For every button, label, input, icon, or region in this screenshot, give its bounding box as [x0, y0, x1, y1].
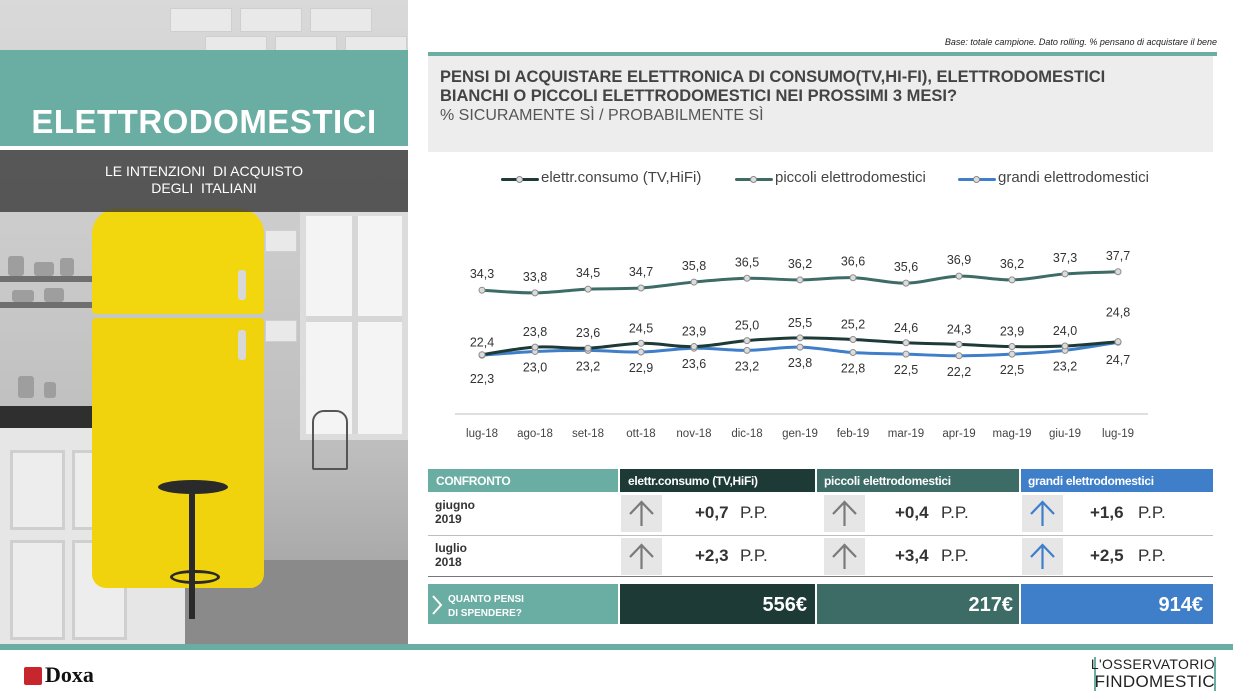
data-point	[744, 347, 750, 353]
spend-value: 217€	[968, 594, 1013, 616]
data-label: 23,8	[787, 356, 813, 371]
data-point	[1009, 351, 1015, 357]
doxa-logo-icon	[24, 667, 42, 685]
legend-marker	[750, 176, 757, 183]
data-point	[903, 280, 909, 286]
data-point	[850, 275, 856, 281]
data-label: 22,3	[469, 372, 495, 387]
data-label: 36,2	[999, 256, 1025, 271]
data-label: 36,6	[840, 254, 866, 269]
table-row-label-line: giugno	[435, 498, 475, 512]
spend-label	[448, 593, 524, 621]
delta-value: +1,6	[1090, 503, 1124, 522]
data-label: 36,9	[946, 253, 972, 268]
delta-unit: P.P.	[1138, 546, 1166, 565]
chart-legend	[0, 169, 1233, 189]
data-label: 25,0	[734, 318, 760, 333]
delta-unit: P.P.	[941, 546, 969, 565]
x-tick-label: mag-19	[992, 428, 1032, 440]
data-point	[638, 349, 644, 355]
data-label: 22,9	[628, 360, 654, 375]
data-label: 24,8	[1105, 305, 1131, 320]
data-label: 25,2	[840, 317, 866, 332]
data-label: 34,3	[469, 267, 495, 282]
arrow-up-icon	[621, 538, 662, 575]
series-line	[482, 342, 1118, 356]
data-label: 24,7	[1105, 353, 1131, 368]
question-line: PENSI DI ACQUISTARE ELETTRONICA DI CONSUMO(TV,HI-FI), ELETTRODOMESTICI	[440, 68, 1106, 86]
arrow-cell	[1022, 538, 1063, 575]
legend-marker	[973, 176, 980, 183]
data-point	[850, 350, 856, 356]
data-point	[956, 353, 962, 359]
data-point	[1009, 344, 1015, 350]
data-label: 36,2	[787, 256, 813, 271]
x-tick-label: set-18	[572, 428, 604, 440]
findomestic-logo-line: FINDOMESTIC	[1094, 672, 1215, 691]
spend-label-line: QUANTO PENSI	[448, 594, 524, 605]
data-label: 33,8	[522, 269, 548, 284]
data-point	[956, 273, 962, 279]
data-label: 24,6	[893, 320, 919, 335]
data-label: 22,8	[840, 361, 866, 376]
delta-unit: P.P.	[740, 546, 768, 565]
x-tick-label: lug-18	[466, 428, 498, 440]
data-label: 22,5	[893, 363, 919, 378]
base-note: Base: totale campione. Dato rolling. % pensano di acquistare il bene	[944, 37, 1217, 47]
data-label: 35,6	[893, 260, 919, 275]
data-point	[903, 340, 909, 346]
spend-value: 914€	[1158, 594, 1203, 616]
data-point	[691, 345, 697, 351]
data-point	[1115, 339, 1121, 345]
data-label: 24,3	[946, 322, 972, 337]
arrow-cell	[621, 495, 662, 532]
data-point	[797, 277, 803, 283]
delta-value: +3,4	[895, 546, 929, 565]
table-row-label-line: 2019	[435, 512, 462, 526]
data-point	[585, 286, 591, 292]
data-label: 25,5	[787, 315, 813, 330]
data-point	[479, 352, 485, 358]
table-row-label-line: 2018	[435, 555, 462, 569]
x-tick-label: apr-19	[942, 428, 976, 440]
delta-value: +0,4	[895, 503, 929, 522]
page-title: ELETTRODOMESTICI	[31, 103, 377, 140]
data-point	[903, 351, 909, 357]
x-tick-label: giu-19	[1049, 428, 1081, 440]
arrow-up-icon	[621, 495, 662, 532]
data-label: 23,6	[681, 357, 707, 372]
data-point	[585, 347, 591, 353]
data-label: 34,5	[575, 266, 601, 281]
legend-marker	[516, 176, 523, 183]
table-header-label: CONFRONTO	[436, 474, 511, 488]
x-tick-label: nov-18	[676, 428, 712, 440]
legend-item: piccoli elettrodomestici	[775, 169, 926, 186]
data-point	[532, 290, 538, 296]
table-row-label-line: luglio	[435, 541, 467, 555]
data-label: 24,5	[628, 321, 654, 336]
delta-unit: P.P.	[1138, 503, 1166, 522]
table-header-col-label: elettr.consumo (TV,HiFi)	[628, 474, 758, 488]
data-label: 24,0	[1052, 324, 1078, 339]
doxa-logo: Doxa	[45, 662, 94, 687]
arrow-up-icon	[824, 495, 865, 532]
data-point	[850, 337, 856, 343]
x-tick-label: lug-19	[1102, 428, 1134, 440]
data-label: 37,7	[1105, 248, 1131, 263]
findomestic-logo-line: L'OSSERVATORIO	[1090, 656, 1215, 672]
data-point	[638, 285, 644, 291]
series-line	[482, 338, 1118, 355]
data-label: 35,8	[681, 259, 707, 274]
arrow-cell	[1022, 495, 1063, 532]
data-label: 23,8	[522, 325, 548, 340]
delta-value: +2,5	[1090, 546, 1124, 565]
data-point	[1062, 347, 1068, 353]
x-tick-label: mar-19	[887, 428, 925, 440]
data-label: 22,4	[469, 335, 495, 350]
table-header-col-label: piccoli elettrodomestici	[824, 474, 951, 488]
data-point	[956, 341, 962, 347]
arrow-cell	[824, 495, 865, 532]
window	[300, 210, 408, 440]
arrow-up-icon	[1022, 538, 1063, 575]
data-point	[1009, 277, 1015, 283]
data-label: 37,3	[1052, 250, 1078, 265]
data-point	[638, 340, 644, 346]
arrow-cell	[621, 538, 662, 575]
x-tick-label: ott-18	[626, 428, 656, 440]
delta-value: +2,3	[695, 546, 729, 565]
data-label: 23,6	[575, 326, 601, 341]
delta-value: +0,7	[695, 503, 729, 522]
table-row-label	[435, 498, 475, 526]
question-line: BIANCHI O PICCOLI ELETTRODOMESTICI NEI PROSSIMI 3 MESI?	[440, 87, 958, 105]
data-point	[1062, 343, 1068, 349]
delta-unit: P.P.	[740, 503, 768, 522]
data-point	[532, 344, 538, 350]
data-label: 23,9	[681, 324, 707, 339]
chevron-right-icon	[430, 594, 444, 616]
data-label: 36,5	[734, 255, 760, 270]
data-label: 23,0	[522, 360, 548, 375]
stool	[158, 480, 228, 494]
delta-unit: P.P.	[941, 503, 969, 522]
data-label: 23,2	[575, 359, 601, 374]
x-tick-label: gen-19	[782, 428, 818, 440]
x-tick-label: dic-18	[731, 428, 763, 440]
x-tick-label: ago-18	[517, 428, 553, 440]
data-point	[479, 287, 485, 293]
data-label: 23,2	[1052, 359, 1078, 374]
data-point	[585, 345, 591, 351]
subtitle-line: LE INTENZIONI DI ACQUISTO	[104, 163, 304, 179]
x-tick-label: feb-19	[836, 428, 870, 440]
data-point	[744, 275, 750, 281]
data-point	[691, 279, 697, 285]
subtitle-line: DEGLI ITALIANI	[151, 180, 257, 196]
data-label: 23,2	[734, 359, 760, 374]
arrow-up-icon	[1022, 495, 1063, 532]
data-point	[797, 344, 803, 350]
table-header-col-label: grandi elettrodomestici	[1028, 474, 1154, 488]
data-point	[1115, 339, 1121, 345]
data-point	[532, 348, 538, 354]
data-point	[744, 338, 750, 344]
question-subline: % SICURAMENTE SÌ / PROBABILMENTE SÌ	[440, 107, 764, 124]
data-label: 34,7	[628, 265, 654, 280]
spend-label-line: DI SPENDERE?	[448, 608, 522, 619]
data-label: 22,2	[946, 364, 972, 379]
table-row-label	[435, 541, 467, 569]
series-line	[482, 269, 1118, 293]
data-label: 23,9	[999, 324, 1025, 339]
data-point	[1062, 271, 1068, 277]
data-point	[797, 335, 803, 341]
row-divider	[428, 535, 1213, 536]
data-label: 22,5	[999, 363, 1025, 378]
data-point	[1115, 269, 1121, 275]
data-point	[479, 352, 485, 358]
arrow-cell	[824, 538, 865, 575]
spend-value: 556€	[762, 594, 807, 616]
legend-item: elettr.consumo (TV,HiFi)	[541, 169, 702, 186]
legend-item: grandi elettrodomestici	[998, 169, 1149, 186]
arrow-up-icon	[824, 538, 865, 575]
data-point	[691, 344, 697, 350]
